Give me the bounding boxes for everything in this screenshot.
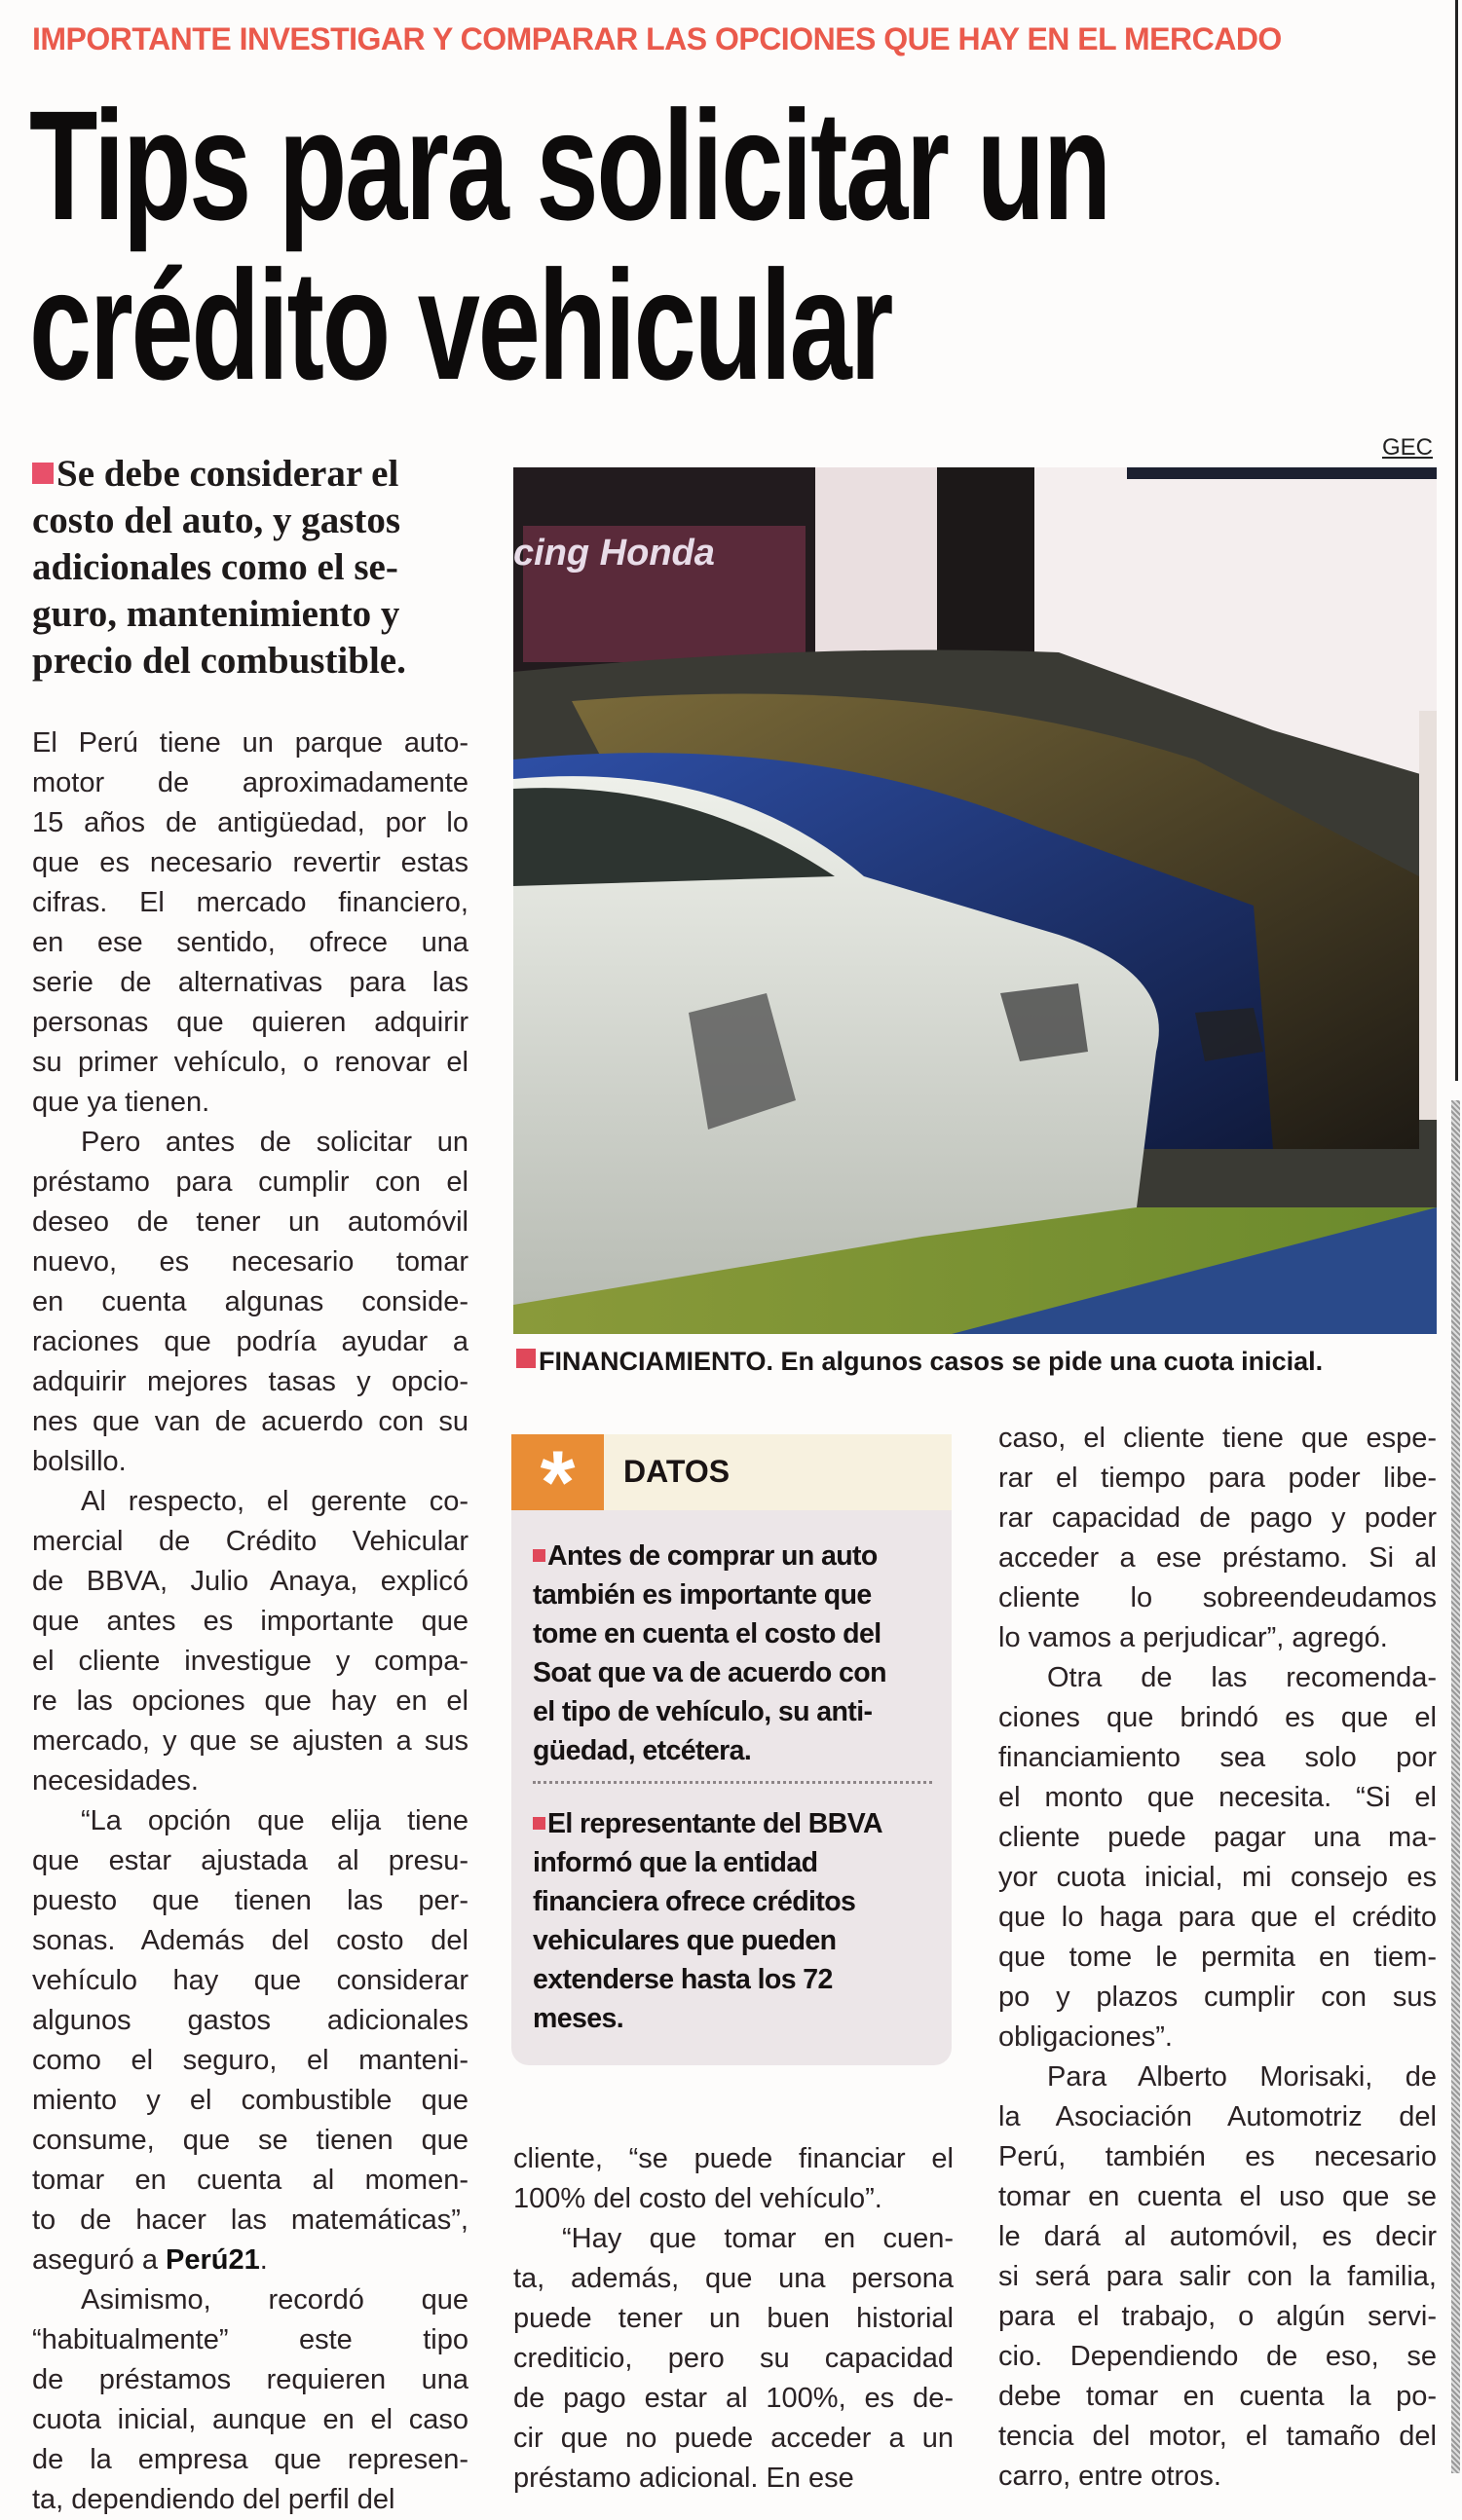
body-line: Para Alberto Morisaki, de — [1047, 2061, 1437, 2093]
datos-item — [533, 1804, 932, 2038]
body-line: nes que van de acuerdo con su — [32, 1406, 469, 1437]
body-line: Pero antes de solicitar un — [81, 1127, 469, 1158]
body-line: para el trabajo, o algún servi- — [998, 2301, 1437, 2332]
body-line: 15 años de antigüedad, por lo — [32, 807, 469, 838]
body-line: cuota inicial, aunque en el caso — [32, 2404, 469, 2435]
photo-credit: GEC — [1381, 434, 1433, 461]
body-line: préstamo para cumplir con el — [32, 1167, 469, 1198]
deck-line: guro, mantenimiento y — [32, 593, 400, 635]
body-line: que lo haga para que el crédito — [998, 1902, 1437, 1933]
deck — [32, 451, 475, 685]
body-line: que estar ajustada al presu- — [32, 1845, 469, 1876]
datos-item-line — [533, 1653, 932, 1692]
body-line: sonas. Además del costo del — [32, 1925, 469, 1956]
datos-item-text: extenderse hasta los 72 — [533, 1964, 833, 1995]
datos-item-text: Antes de comprar un auto — [547, 1540, 878, 1572]
body-line: si será para salir con la familia, — [998, 2261, 1437, 2292]
body-line: Perú, también es necesario — [998, 2141, 1437, 2172]
body-line: “La opción que elija tiene — [81, 1805, 469, 1836]
body-line: serie de alternativas para las — [32, 967, 469, 998]
datos-item-text: el tipo de vehículo, su anti- — [533, 1696, 873, 1727]
body-line: rar capacidad de pago y poder — [998, 1502, 1437, 1534]
body-line: personas que quieren adquirir — [32, 1007, 469, 1038]
datos-title: DATOS — [623, 1454, 731, 1489]
caption-text: En algunos casos se pide una cuota inicial. — [773, 1347, 1324, 1376]
column-rule-dotted — [1451, 1100, 1460, 2473]
body-line: bolsillo. — [32, 1446, 127, 1477]
datos-item-line — [533, 1804, 932, 1843]
body-line: miento y el combustible que — [32, 2085, 469, 2116]
body-line: cliente puede pagar una ma- — [998, 1822, 1437, 1853]
article-column-middle — [513, 2139, 954, 2499]
body-line: tomar en cuenta al momen- — [32, 2165, 469, 2196]
body-line: Asimismo, recordó que — [81, 2284, 469, 2316]
article-column-right — [998, 1419, 1437, 2497]
body-line: puede tener un buen historial — [513, 2303, 954, 2334]
body-line: de pago estar al 100%, es de- — [513, 2383, 954, 2414]
datos-item-line — [533, 1614, 932, 1653]
body-line: financiamiento sea solo por — [998, 1742, 1437, 1773]
body-line: lo vamos a perjudicar”, agregó. — [998, 1622, 1388, 1653]
datos-item-line — [533, 1882, 932, 1921]
bullet-square-icon — [516, 1349, 536, 1368]
datos-item-text: informó que la entidad — [533, 1847, 818, 1878]
body-line: vehículo hay que considerar — [32, 1965, 469, 1996]
body-line: que ya tienen. — [32, 1087, 210, 1118]
body-line: raciones que podría ayudar a — [32, 1326, 469, 1357]
body-line: po y plazos cumplir con sus — [998, 1982, 1437, 2013]
datos-item-text: Soat que va de acuerdo con — [533, 1657, 886, 1688]
body-line: carro, entre otros. — [998, 2461, 1221, 2492]
body-line: préstamo adicional. En ese — [513, 2463, 854, 2494]
body-line: puesto que tienen las per- — [32, 1885, 469, 1916]
body-line: obligaciones”. — [998, 2021, 1173, 2053]
deck-line: costo del auto, y gastos — [32, 500, 401, 541]
datos-item-text: tome en cuenta el costo del — [533, 1618, 881, 1649]
bullet-square-icon — [533, 1549, 545, 1562]
column-rule — [1455, 0, 1458, 1081]
body-line: “habitualmente” este tipo — [32, 2324, 469, 2355]
body-line: nuevo, es necesario tomar — [32, 1246, 469, 1278]
body-line: que tome le permita en tiem- — [998, 1942, 1437, 1973]
datos-box — [511, 1434, 952, 2065]
datos-item-line — [533, 1537, 932, 1575]
deck-line — [32, 451, 475, 498]
body-line: de BBVA, Julio Anaya, explicó — [32, 1566, 469, 1597]
body-line: mercial de Crédito Vehicular — [32, 1526, 469, 1557]
body-line: crediticio, pero su capacidad — [513, 2343, 954, 2374]
datos-item-text: también es importante que — [533, 1579, 872, 1611]
body-line: le dará al automóvil, es decir — [998, 2221, 1437, 2252]
article-column-left — [32, 723, 469, 2520]
deck-text: Se debe considerar el — [56, 453, 399, 495]
body-line: “Hay que tomar en cuen- — [562, 2223, 954, 2254]
body-line: cliente, “se puede financiar el — [513, 2143, 954, 2174]
bullet-square-icon — [32, 463, 54, 484]
headline-line-1: Tips para solicitar un — [29, 78, 1110, 252]
datos-item-line — [533, 1692, 932, 1731]
deck-line: adicionales como el se- — [32, 546, 398, 588]
body-line: consume, que se tienen que — [32, 2125, 469, 2156]
body-line: cio. Dependiendo de eso, se — [998, 2341, 1437, 2372]
dotted-divider — [533, 1781, 932, 1784]
body-line: re las opciones que hay en el — [32, 1686, 469, 1717]
datos-item-line — [533, 1921, 932, 1960]
body-line: yor cuota inicial, mi consejo es — [998, 1862, 1437, 1893]
body-line: ta, además, que una persona — [513, 2263, 954, 2294]
datos-item-text: financiera ofrece créditos — [533, 1886, 856, 1917]
body-line: cliente lo sobreendeudamos — [998, 1582, 1437, 1613]
body-line — [32, 2241, 469, 2280]
datos-item-text: güedad, etcétera. — [533, 1735, 752, 1766]
body-line: to de hacer las matemáticas”, — [32, 2205, 469, 2236]
body-line: debe tomar en cuenta la po- — [998, 2381, 1437, 2412]
headline-line-2: crédito vehicular — [29, 238, 892, 412]
photo-caption — [516, 1347, 1323, 1377]
bullet-square-icon — [533, 1817, 545, 1830]
caption-label: FINANCIAMIENTO. — [539, 1347, 773, 1376]
body-line: la Asociación Automotriz del — [998, 2101, 1437, 2132]
deck-line: precio del combustible. — [32, 640, 406, 682]
body-text: . — [259, 2244, 268, 2276]
datos-header — [511, 1433, 952, 1533]
body-line: ta, dependiendo del perfil del — [32, 2484, 395, 2515]
datos-item-line — [533, 1999, 932, 2038]
asterisk-icon: * — [511, 1434, 604, 1510]
publication-name: Perú21 — [166, 2244, 260, 2276]
body-line: Al respecto, el gerente co- — [81, 1486, 469, 1517]
body-line: en ese sentido, ofrece una — [32, 927, 469, 958]
photo-illustration — [513, 467, 1437, 1334]
body-line: tencia del motor, el tamaño del — [998, 2421, 1437, 2452]
datos-item-text: El representante del BBVA — [547, 1808, 882, 1839]
datos-item-text: meses. — [533, 2003, 624, 2034]
body-line: mercado, y que se ajusten a sus — [32, 1725, 469, 1757]
datos-item-line — [533, 1843, 932, 1882]
body-line: el monto que necesita. “Si el — [998, 1782, 1437, 1813]
body-line: acceder a ese préstamo. Si al — [998, 1542, 1437, 1574]
datos-item-line — [533, 1575, 932, 1614]
datos-item — [533, 1537, 932, 1770]
photo-cars-showroom — [513, 467, 1437, 1334]
body-line: motor de aproximadamente — [32, 767, 469, 798]
body-line: cifras. El mercado financiero, — [32, 887, 469, 918]
body-line: tomar en cuenta el uso que se — [998, 2181, 1437, 2212]
body-line: que es necesario revertir estas — [32, 847, 469, 878]
datos-item-line — [533, 1731, 932, 1770]
body-line: caso, el cliente tiene que espe- — [998, 1423, 1437, 1454]
body-line: de la empresa que represen- — [32, 2444, 469, 2475]
body-line: necesidades. — [32, 1765, 199, 1797]
body-line: de préstamos requieren una — [32, 2364, 469, 2395]
body-line: su primer vehículo, o renovar el — [32, 1047, 469, 1078]
body-line: rar el tiempo para poder libe- — [998, 1463, 1437, 1494]
body-line: el cliente investigue y compa- — [32, 1646, 469, 1677]
body-line: El Perú tiene un parque auto- — [32, 727, 469, 759]
body-line: deseo de tener un automóvil — [32, 1206, 469, 1238]
showroom-sign: cing Honda — [513, 533, 715, 574]
body-line: cir que no puede acceder a un — [513, 2423, 954, 2454]
body-line: que antes es importante que — [32, 1606, 469, 1637]
body-line: ciones que brindó es que el — [998, 1702, 1437, 1733]
kicker: IMPORTANTE INVESTIGAR Y COMPARAR LAS OPCIONES QUE HAY EN EL MERCADO — [32, 21, 1282, 56]
body-text: aseguró a — [32, 2244, 167, 2276]
body-line: en cuenta algunas conside- — [32, 1286, 469, 1317]
body-line: 100% del costo del vehículo”. — [513, 2183, 882, 2214]
datos-item-text: vehiculares que pueden — [533, 1925, 837, 1956]
datos-item-line — [533, 1960, 932, 1999]
body-line: adquirir mejores tasas y opcio- — [32, 1366, 469, 1397]
body-line: algunos gastos adicionales — [32, 2005, 469, 2036]
body-line: como el seguro, el manteni- — [32, 2045, 469, 2076]
body-line: Otra de las recomenda- — [1047, 1662, 1437, 1693]
